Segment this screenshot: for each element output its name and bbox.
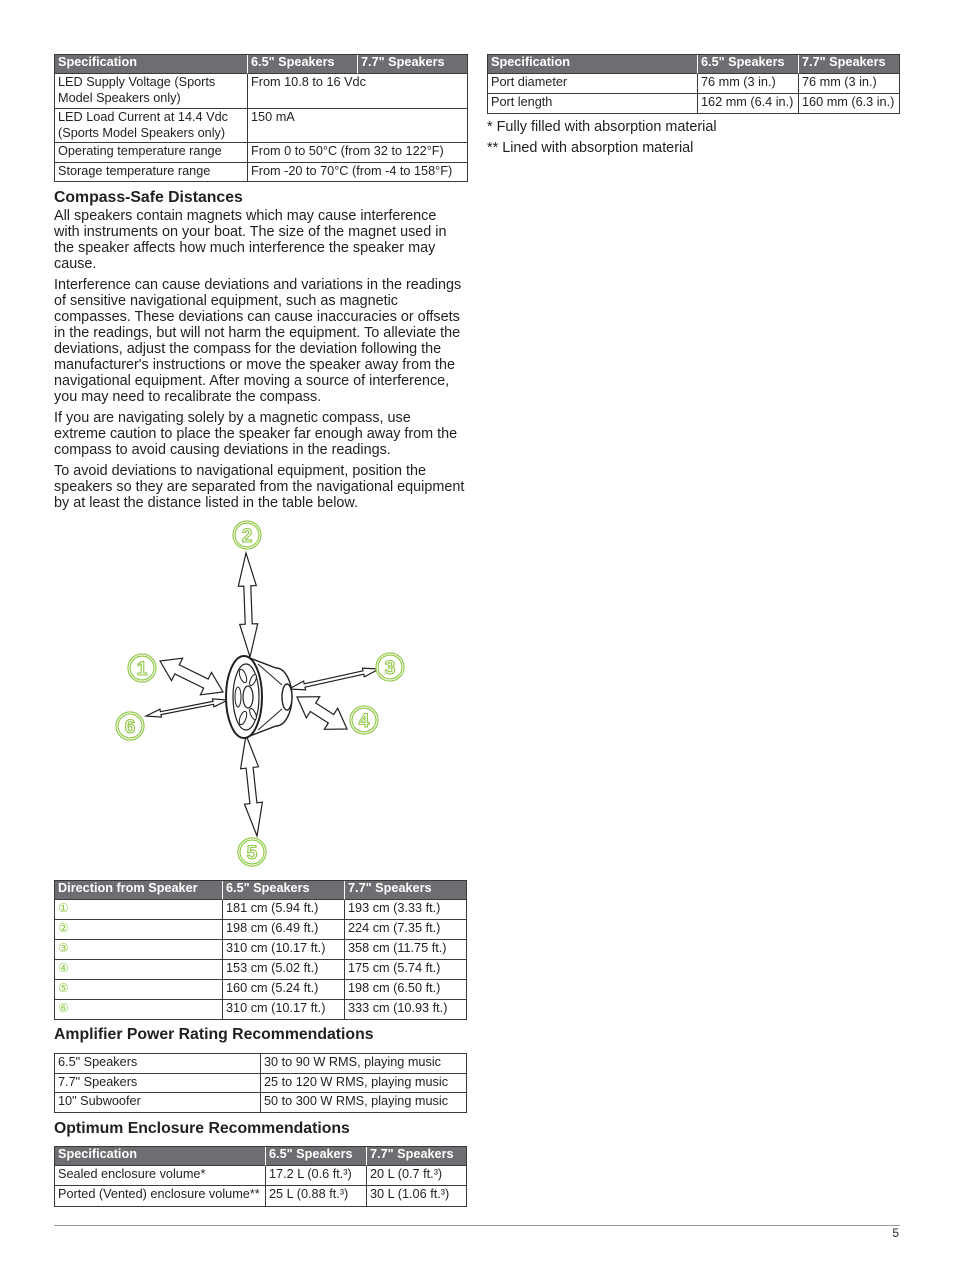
port-table-cell-r1-c2: 160 mm (6.3 in.) [799, 94, 900, 114]
compass-paragraph-3: If you are navigating solely by a magnetic compass, use extreme caution to place the speaker far enough away from the compass to avoid causing deviations in the readings. [54, 410, 458, 458]
callout-6-label: 6 [124, 717, 136, 738]
callout-3 [377, 654, 403, 680]
direction-arrow-4 [297, 697, 347, 730]
spec-table-header-1: 6.5" Speakers [248, 55, 358, 74]
enclosure-table-cell-r1-c2: 30 L (1.06 ft.³) [367, 1186, 467, 1207]
distance-table-cell-r1-c2: 224 cm (7.35 ft.) [345, 920, 467, 940]
distance-table-cell-r2-c0: ③ [55, 940, 223, 960]
compass-section-body [54, 208, 479, 516]
distance-table-cell-r1-c1: 198 cm (6.49 ft.) [223, 920, 345, 940]
distance-table-cell-r3-c0: ④ [55, 960, 223, 980]
section-heading-compass-safe-distances: Compass-Safe Distances [54, 189, 243, 206]
enclosure-table-cell-r1-c0: Ported (Vented) enclosure volume** [55, 1186, 266, 1207]
distance-table-cell-r0-c2: 193 cm (3.33 ft.) [345, 900, 467, 920]
port-table-header-0: Specification [488, 55, 698, 74]
spec-table-cell-r2-c1: From 0 to 50°C (from 32 to 122°F) [248, 143, 468, 163]
callout-6 [117, 713, 143, 739]
enclosure-table-header-1: 6.5" Speakers [266, 1147, 367, 1166]
footer-rule [54, 1225, 900, 1226]
callout-1 [129, 655, 155, 681]
compass-paragraph-1: All speakers contain magnets which may cause interference with instruments on your boat. The size of the magnet used in the speaker affects how much interference the speaker may cause. [54, 208, 447, 272]
spec-table-cell-r1-c0: LED Load Current at 14.4 Vdc (Sports Model Speakers only) [55, 109, 248, 143]
amplifier-table-cell-r1-c1: 25 to 120 W RMS, playing music [261, 1074, 467, 1093]
enclosure-table-header-2: 7.7" Speakers [367, 1147, 467, 1166]
amplifier-table-cell-r2-c0: 10" Subwoofer [55, 1093, 261, 1113]
distance-table-cell-r3-c1: 153 cm (5.02 ft.) [223, 960, 345, 980]
port-table [487, 54, 900, 114]
spec-table-cell-r3-c1: From -20 to 70°C (from -4 to 158°F) [248, 163, 468, 182]
distance-table-cell-r1-c0: ② [55, 920, 223, 940]
section-heading-optimum-enclosure: Optimum Enclosure Recommendations [54, 1120, 350, 1137]
page-number: 5 [892, 1226, 899, 1240]
distance-table-cell-r4-c2: 198 cm (6.50 ft.) [345, 980, 467, 1000]
callout-4 [351, 707, 377, 733]
port-table-header-1: 6.5" Speakers [698, 55, 799, 74]
amplifier-table [54, 1053, 467, 1113]
enclosure-table-cell-r0-c2: 20 L (0.7 ft.³) [367, 1166, 467, 1186]
callout-4-label: 4 [358, 711, 370, 732]
spec-table-cell-r0-c0: LED Supply Voltage (Sports Model Speakers only) [55, 74, 248, 109]
spec-table-header-2: 7.7" Speakers [358, 55, 468, 74]
spec-table-cell-r1-c1: 150 mA [248, 109, 468, 143]
callout-5 [239, 839, 265, 865]
callout-5-label: 5 [246, 843, 258, 864]
callout-2-label: 2 [241, 526, 253, 547]
distance-table-header-0: Direction from Speaker [55, 881, 223, 900]
amplifier-table-cell-r0-c1: 30 to 90 W RMS, playing music [261, 1054, 467, 1074]
port-table-cell-r0-c2: 76 mm (3 in.) [799, 74, 900, 94]
amplifier-table-cell-r2-c1: 50 to 300 W RMS, playing music [261, 1093, 467, 1113]
spec-table-cell-r2-c0: Operating temperature range [55, 143, 248, 163]
port-table-cell-r1-c0: Port length [488, 94, 698, 114]
distance-table-cell-r0-c0: ① [55, 900, 223, 920]
spec-table [54, 54, 468, 182]
distance-table-cell-r0-c1: 181 cm (5.94 ft.) [223, 900, 345, 920]
section-heading-amplifier-power: Amplifier Power Rating Recommendations [54, 1026, 374, 1043]
speaker-direction-diagram [100, 515, 420, 875]
port-table-cell-r1-c1: 162 mm (6.4 in.) [698, 94, 799, 114]
port-table-header-2: 7.7" Speakers [799, 55, 900, 74]
enclosure-table-header-0: Specification [55, 1147, 266, 1166]
callout-3-label: 3 [384, 658, 396, 679]
distance-table-cell-r5-c2: 333 cm (10.93 ft.) [345, 1000, 467, 1020]
distance-table-header-2: 7.7" Speakers [345, 881, 467, 900]
amplifier-table-cell-r0-c0: 6.5" Speakers [55, 1054, 261, 1074]
amplifier-table-cell-r1-c0: 7.7" Speakers [55, 1074, 261, 1093]
distance-table-cell-r4-c0: ⑤ [55, 980, 223, 1000]
distance-table-header-1: 6.5" Speakers [223, 881, 345, 900]
distance-table-cell-r2-c1: 310 cm (10.17 ft.) [223, 940, 345, 960]
enclosure-table-cell-r0-c0: Sealed enclosure volume* [55, 1166, 266, 1186]
enclosure-table-cell-r0-c1: 17.2 L (0.6 ft.³) [266, 1166, 367, 1186]
spec-table-cell-r0-c1: From 10.8 to 16 Vdc [248, 74, 468, 109]
compass-paragraph-2: Interference can cause deviations and variations in the readings of sensitive navigational equipment, such as magnetic compasses. These deviations can cause inaccuracies or offsets in the readings, but will not harm the equipment. To alleviate the deviations, adjust the compass for the deviation following the manufacturer's instructions or move the speaker away from the navigational equipment. After moving a source of interference, you may need to recalibrate the compass. [54, 277, 462, 405]
speaker-illustration [226, 656, 292, 738]
port-table-cell-r0-c1: 76 mm (3 in.) [698, 74, 799, 94]
direction-arrow-1 [160, 658, 223, 695]
distance-table-cell-r5-c1: 310 cm (10.17 ft.) [223, 1000, 345, 1020]
direction-arrow-5 [241, 735, 263, 836]
direction-arrow-2 [238, 553, 257, 657]
footnotes [487, 119, 900, 161]
distance-table-cell-r3-c2: 175 cm (5.74 ft.) [345, 960, 467, 980]
footnote-1: * Fully filled with absorption material [487, 119, 717, 135]
distance-table-cell-r4-c1: 160 cm (5.24 ft.) [223, 980, 345, 1000]
callout-1-label: 1 [136, 659, 148, 680]
callout-2 [234, 522, 260, 548]
distance-table-cell-r2-c2: 358 cm (11.75 ft.) [345, 940, 467, 960]
direction-arrow-6 [146, 699, 228, 717]
compass-paragraph-4: To avoid deviations to navigational equipment, position the speakers so they are separated from the navigational equipment by at least the distance listed in the table below. [54, 463, 465, 511]
enclosure-table-cell-r1-c1: 25 L (0.88 ft.³) [266, 1186, 367, 1207]
distance-table-cell-r5-c0: ⑥ [55, 1000, 223, 1020]
enclosure-table [54, 1146, 467, 1207]
port-table-cell-r0-c0: Port diameter [488, 74, 698, 94]
spec-table-cell-r3-c0: Storage temperature range [55, 163, 248, 182]
direction-arrow-3 [289, 668, 379, 690]
distance-table [54, 880, 467, 1020]
spec-table-header-0: Specification [55, 55, 248, 74]
footnote-2: ** Lined with absorption material [487, 140, 694, 156]
